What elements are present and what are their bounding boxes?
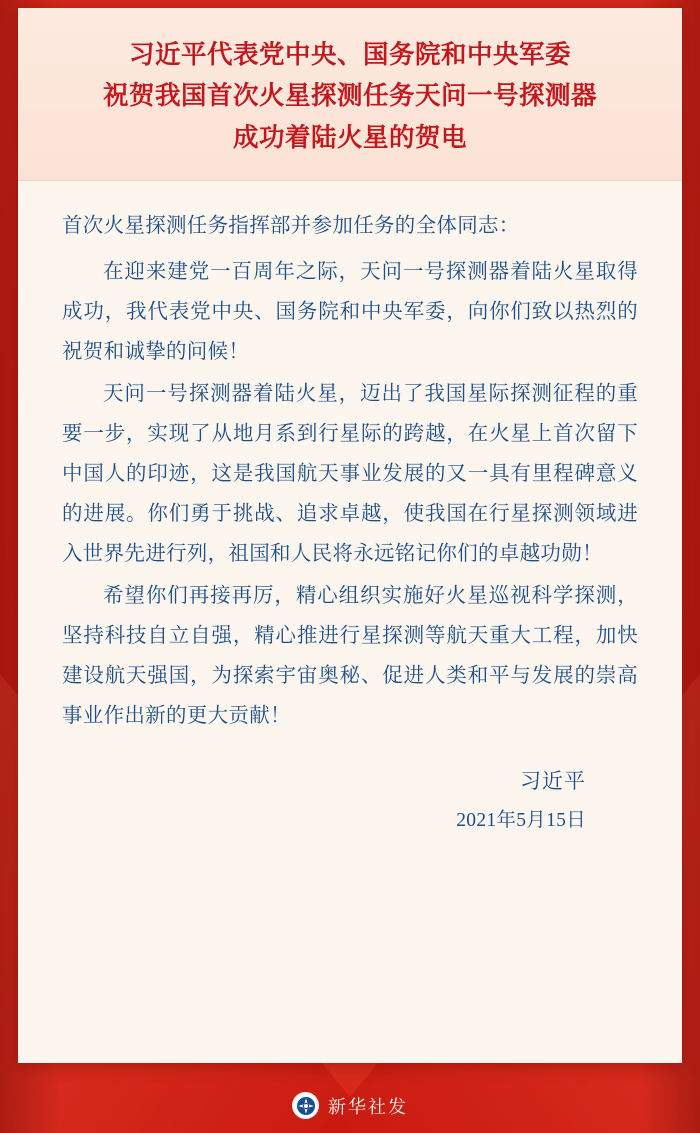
title-line-1: 习近平代表党中央、国务院和中央军委 bbox=[128, 40, 571, 69]
letter-card bbox=[18, 8, 682, 1063]
signature-date: 2021年5月15日 bbox=[456, 810, 586, 832]
footer bbox=[0, 1092, 700, 1119]
signature-block bbox=[62, 762, 638, 839]
letter-body bbox=[18, 181, 682, 850]
salutation: 首次火星探测任务指挥部并参加任务的全体同志： bbox=[62, 214, 520, 237]
letter-header bbox=[18, 8, 682, 181]
signature-name: 习近平 bbox=[520, 769, 586, 794]
paragraph-3: 希望你们再接再厉，精心组织实施好火星巡视科学探测，坚持科技自立自强，精心推进行星探测等航天重大工程，加快建设航天强国，为探索宇宙奥秘、促进人类和平与发展的崇高事业作出新的更大贡献！ bbox=[62, 584, 638, 727]
title-line-3: 成功着陆火星的贺电 bbox=[232, 122, 467, 152]
paragraph-1: 在迎来建党一百周年之际，天问一号探测器着陆火星取得成功，我代表党中央、国务院和中央军委，向你们致以热烈的祝贺和诚挚的问候！ bbox=[62, 260, 638, 363]
paragraph-2: 天问一号探测器着陆火星，迈出了我国星际探测征程的重要一步，实现了从地月系到行星际的跨越，在火星上首次留下中国人的印迹，这是我国航天事业发展的又一具有里程碑意义的进展。你们勇于挑战、追求卓越，使我国在行星探测领域进入世界先进行列，祖国和人民将永远铭记你们的卓越功勋！ bbox=[62, 382, 638, 565]
footer-agency-label: 新华社发 bbox=[328, 1096, 408, 1117]
title-line-2: 祝贺我国首次火星探测任务天问一号探测器 bbox=[102, 81, 597, 111]
document-title bbox=[58, 34, 642, 158]
xinhua-logo-icon bbox=[292, 1092, 319, 1119]
